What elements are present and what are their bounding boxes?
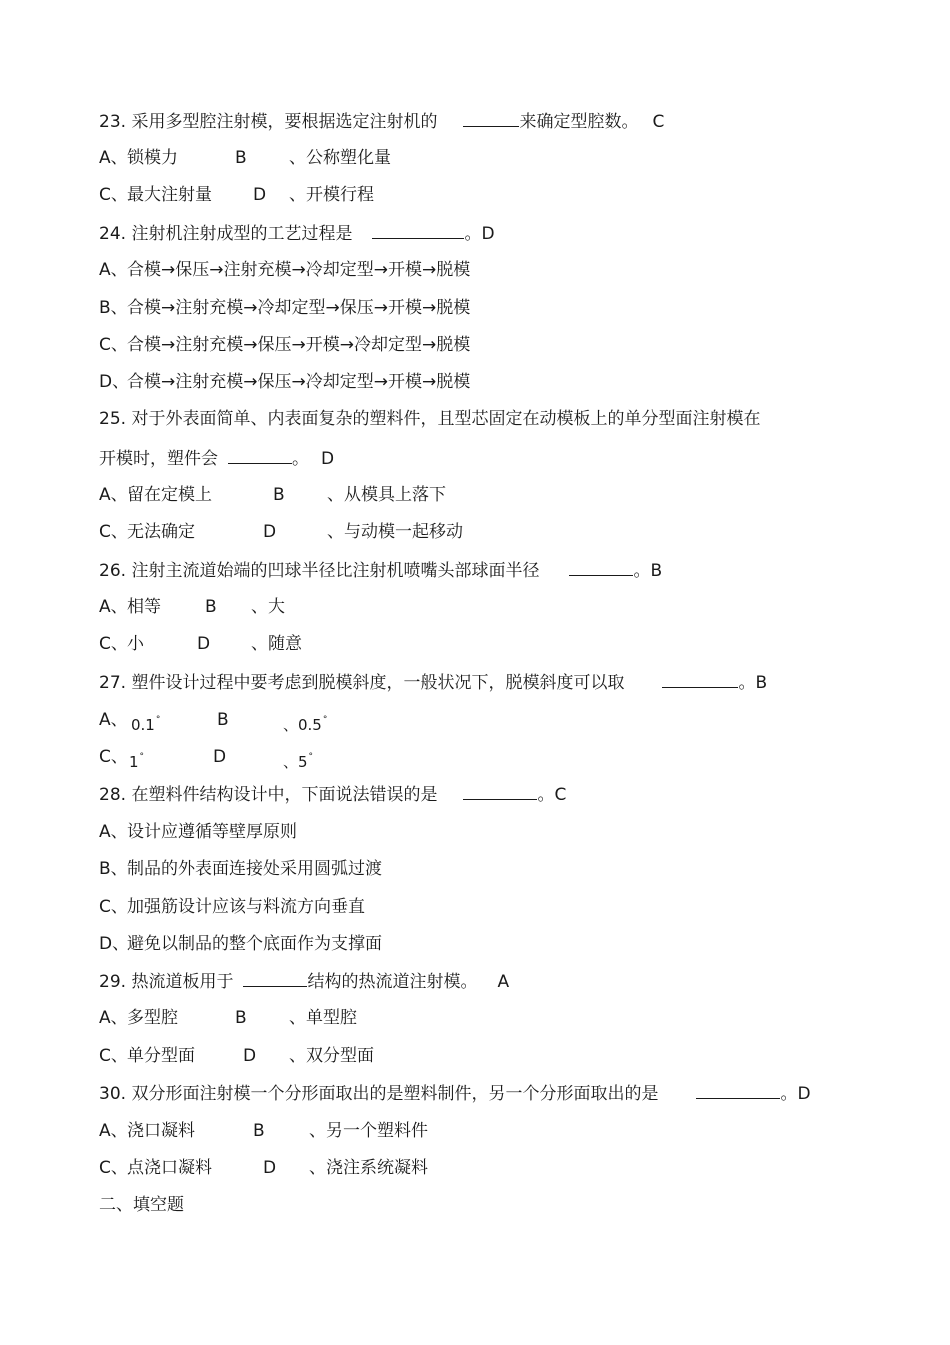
option-text: 避免以制品的整个底面作为支撑面 bbox=[127, 934, 382, 954]
option-label: A、 bbox=[99, 822, 128, 842]
answer-key: D bbox=[321, 449, 335, 469]
question-30-options-cd bbox=[99, 1156, 799, 1180]
question-24-option-c bbox=[99, 333, 799, 357]
option-label: A、 bbox=[99, 485, 128, 505]
question-24-option-a bbox=[99, 258, 799, 282]
stem-text: 24. 注射机注射成型的工艺过程是 bbox=[99, 224, 353, 244]
option-label: C、 bbox=[99, 185, 128, 205]
question-25-options-ab bbox=[99, 483, 799, 507]
degree-symbol: ° bbox=[308, 752, 314, 762]
question-25-stem-continued bbox=[99, 446, 334, 470]
option-text: 、5° bbox=[283, 745, 313, 774]
question-28-stem bbox=[99, 782, 566, 806]
option-text: 加强筋设计应该与料流方向垂直 bbox=[127, 897, 365, 917]
option-label: D、 bbox=[99, 934, 130, 954]
answer-key: B bbox=[755, 673, 768, 693]
option-text: 制品的外表面连接处采用圆弧过渡 bbox=[127, 859, 382, 879]
question-27-stem bbox=[99, 670, 767, 694]
option-text: 、与动模一起移动 bbox=[327, 522, 463, 542]
stem-text: 28. 在塑料件结构设计中，下面说法错误的是 bbox=[99, 785, 438, 805]
option-label: A、 bbox=[99, 1008, 128, 1028]
option-label: D bbox=[197, 634, 211, 654]
option-text: 0.1° bbox=[131, 708, 160, 737]
question-26-options-cd bbox=[99, 632, 799, 656]
stem-text: 来确定型腔数。 bbox=[519, 112, 639, 132]
answer-key: C bbox=[652, 112, 665, 132]
option-text: 点浇口凝料 bbox=[127, 1158, 212, 1178]
option-label: C、 bbox=[99, 1158, 128, 1178]
option-label: B bbox=[235, 1008, 247, 1028]
stem-text: 结构的热流道注射模。 bbox=[307, 972, 478, 992]
stem-text: 26. 注射主流道始端的凹球半径比注射机喷嘴头部球面半径 bbox=[99, 561, 540, 581]
option-text: 、大 bbox=[251, 597, 285, 617]
stem-text: 。 bbox=[780, 1084, 798, 1104]
option-label: C、 bbox=[99, 1046, 128, 1066]
option-text: 、单型腔 bbox=[289, 1008, 357, 1028]
question-24-option-d bbox=[99, 370, 799, 394]
answer-key: B bbox=[650, 561, 663, 581]
option-text: 多型腔 bbox=[127, 1008, 178, 1028]
option-label: D、 bbox=[99, 372, 130, 392]
option-label: A、 bbox=[99, 148, 128, 168]
question-29-stem bbox=[99, 969, 509, 993]
answer-blank bbox=[372, 221, 464, 239]
option-label: C、 bbox=[99, 522, 128, 542]
stem-text: 。 bbox=[738, 673, 756, 693]
option-text: 锁模力 bbox=[127, 148, 178, 168]
option-label: C、 bbox=[99, 747, 128, 767]
option-label: B bbox=[205, 597, 217, 617]
degree-symbol: ° bbox=[139, 752, 145, 762]
option-label: C、 bbox=[99, 897, 128, 917]
answer-key: C bbox=[554, 785, 567, 805]
option-text: 合模→保压→注射充模→冷却定型→开模→脱模 bbox=[127, 260, 471, 280]
option-text: 留在定模上 bbox=[127, 485, 212, 505]
question-29-options-ab bbox=[99, 1006, 799, 1030]
option-text: 合模→注射充模→保压→开模→冷却定型→脱模 bbox=[127, 335, 471, 355]
answer-key: A bbox=[497, 972, 510, 992]
option-label: B、 bbox=[99, 298, 128, 318]
question-28-option-c bbox=[99, 895, 799, 919]
answer-blank bbox=[463, 109, 519, 127]
option-text: 小 bbox=[127, 634, 144, 654]
option-text: 、公称塑化量 bbox=[289, 148, 391, 168]
stem-text: 。 bbox=[633, 561, 651, 581]
question-25-options-cd bbox=[99, 520, 799, 544]
option-label: B、 bbox=[99, 859, 128, 879]
option-label: B bbox=[235, 148, 247, 168]
question-27-options-cd bbox=[99, 745, 799, 769]
option-label: A、 bbox=[99, 260, 128, 280]
option-text: 、0.5° bbox=[283, 708, 327, 737]
stem-text: 。 bbox=[464, 224, 482, 244]
question-28-option-a bbox=[99, 820, 799, 844]
option-text: 合模→注射充模→保压→冷却定型→开模→脱模 bbox=[127, 372, 471, 392]
stem-text: 开模时，塑件会 bbox=[99, 449, 218, 469]
question-26-stem bbox=[99, 558, 662, 582]
answer-blank bbox=[569, 558, 633, 576]
option-text: 单分型面 bbox=[127, 1046, 195, 1066]
degree-symbol: ° bbox=[322, 715, 328, 725]
option-text: 最大注射量 bbox=[127, 185, 212, 205]
question-23-options-ab bbox=[99, 146, 799, 170]
option-text: 浇口凝料 bbox=[127, 1121, 195, 1141]
option-label: B bbox=[253, 1121, 265, 1141]
answer-blank bbox=[662, 670, 738, 688]
question-30-options-ab bbox=[99, 1119, 799, 1143]
section-title: 二、填空题 bbox=[99, 1195, 184, 1215]
option-label: A、 bbox=[99, 1121, 128, 1141]
option-label: C、 bbox=[99, 634, 128, 654]
option-text: 、随意 bbox=[251, 634, 302, 654]
option-label: D bbox=[253, 185, 267, 205]
option-text: 设计应遵循等壁厚原则 bbox=[127, 822, 297, 842]
question-30-stem bbox=[99, 1081, 811, 1105]
option-text: 、另一个塑料件 bbox=[309, 1121, 428, 1141]
option-text: 相等 bbox=[127, 597, 161, 617]
question-24-option-b bbox=[99, 296, 799, 320]
question-26-options-ab bbox=[99, 595, 799, 619]
stem-text: 29. 热流道板用于 bbox=[99, 972, 234, 992]
question-27-options-ab bbox=[99, 708, 799, 732]
option-text: 、双分型面 bbox=[289, 1046, 374, 1066]
stem-text: 25. 对于外表面简单、内表面复杂的塑料件，且型芯固定在动模板上的单分型面注射模在 bbox=[99, 409, 761, 429]
question-24-stem bbox=[99, 221, 495, 245]
stem-text: 。 bbox=[537, 785, 555, 805]
option-text: 无法确定 bbox=[127, 522, 195, 542]
answer-key: D bbox=[481, 224, 495, 244]
option-label: C、 bbox=[99, 335, 128, 355]
answer-key: D bbox=[797, 1084, 811, 1104]
degree-symbol: ° bbox=[155, 715, 161, 725]
answer-blank bbox=[228, 446, 292, 464]
option-text: 、从模具上落下 bbox=[327, 485, 446, 505]
option-label: B bbox=[273, 485, 285, 505]
question-28-option-d bbox=[99, 932, 799, 956]
question-23-options-cd bbox=[99, 183, 799, 207]
option-text: 、开模行程 bbox=[289, 185, 374, 205]
option-text: 、浇注系统凝料 bbox=[309, 1158, 428, 1178]
option-label: D bbox=[213, 747, 227, 767]
answer-blank bbox=[243, 969, 307, 987]
option-label: A、 bbox=[99, 597, 128, 617]
question-25-stem bbox=[99, 407, 760, 431]
stem-text: 27. 塑件设计过程中要考虑到脱模斜度，一般状况下，脱模斜度可以取 bbox=[99, 673, 625, 693]
question-28-option-b bbox=[99, 857, 799, 881]
question-23-stem bbox=[99, 109, 664, 133]
stem-text: 30. 双分形面注射模一个分形面取出的是塑料制件，另一个分形面取出的是 bbox=[99, 1084, 659, 1104]
question-29-options-cd bbox=[99, 1044, 799, 1068]
stem-text: 23. 采用多型腔注射模，要根据选定注射机的 bbox=[99, 112, 438, 132]
option-label: D bbox=[243, 1046, 257, 1066]
option-label: A、 bbox=[99, 710, 128, 730]
answer-blank bbox=[696, 1081, 780, 1099]
stem-text: 。 bbox=[292, 449, 309, 469]
option-label: D bbox=[263, 1158, 277, 1178]
answer-blank bbox=[463, 782, 537, 800]
option-label: D bbox=[263, 522, 277, 542]
option-label: B bbox=[217, 710, 229, 730]
option-text: 合模→注射充模→冷却定型→保压→开模→脱模 bbox=[127, 298, 471, 318]
option-text: 1° bbox=[129, 745, 144, 774]
